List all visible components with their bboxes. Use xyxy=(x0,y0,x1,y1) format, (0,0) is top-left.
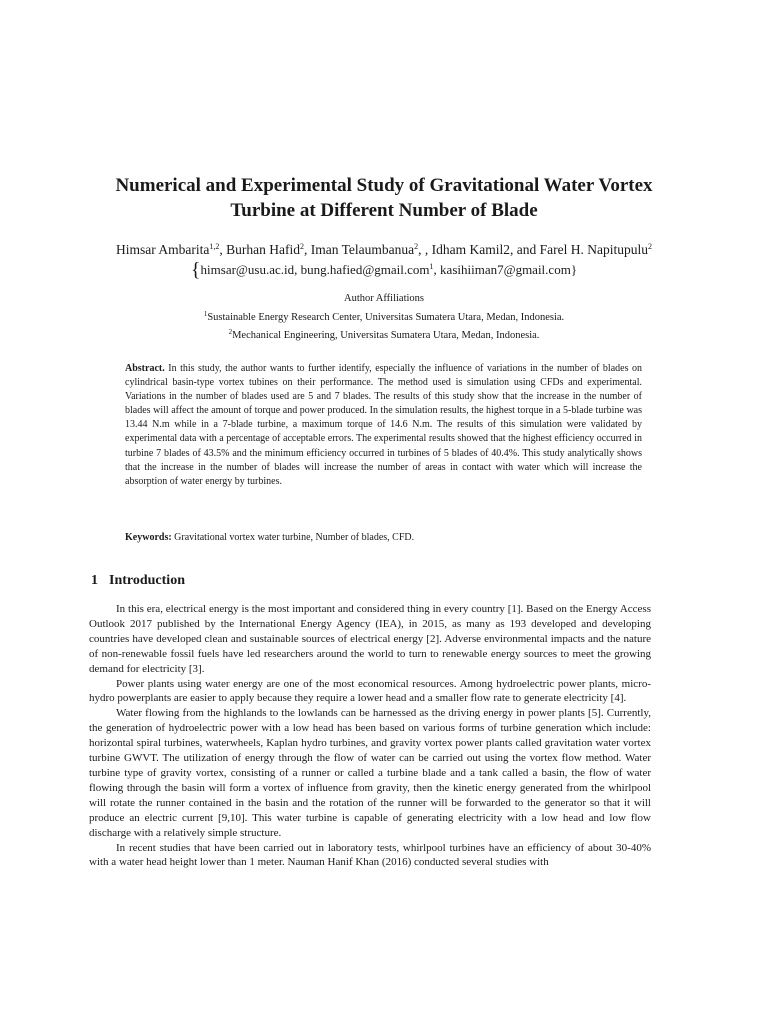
author-name: Idham Kamil2 xyxy=(431,242,510,257)
affiliation-text: Sustainable Energy Research Center, Universitas Sumatera Utara, Medan, Indonesia. xyxy=(207,311,565,323)
body-text xyxy=(89,602,651,870)
author-affiliation-mark: 2 xyxy=(299,242,304,251)
author-separator: , and xyxy=(510,242,540,257)
author-name: Iman Telaumbanua xyxy=(310,242,415,257)
author-affiliation-mark: 2 xyxy=(647,242,652,251)
body-paragraph: Water flowing from the highlands to the lowlands can be harnessed as the driving energy in power plants [5]. Currently, the generation of hydroelectric power with a low head has been based on various forms of turbine generation which include: horizontal spiral turbines, waterwheels, Kaplan hydro turbines, and gravity vortex power plants called gravitation water vortex turbine GWVT. The utilization of energy through the flow of water can be carried out using the vortex flow method. Water turbine type of gravity vortex, consisting of a runner or called a turbine blade and a tank called a basin, the flow of water flowing through the basin will form a vortex of influence from gravity, then the kinetic energy generated from the whirlpool will rotate the runner contained in the basin and the rotation of the runner will be forwarded to the generator so that it will produce an electric current [9,10]. This water turbine is capable of generating electricity with a low head and low flow discharge with a relatively simple structure. xyxy=(89,707,651,839)
email-text-2: , kasihiiman7@gmail.com xyxy=(433,262,571,277)
body-paragraph: In this era, electrical energy is the most important and considered thing in every country [1]. Based on the Energy Access Outlook 2017 published by the International Energy Agency (IEA), in 2015, as many as 193 developed and developing countries have developed clean and sustainable sources of electrical energy [2]. Adverse environmental impacts and the nature of non-renewable fossil fuels have led researchers around the world to turn to renewable energy sources to meet the growing demand for electricity [3]. xyxy=(89,603,651,675)
email-text: himsar@usu.ac.id, bung.hafied@gmail.com xyxy=(200,262,430,277)
email-brace-close: } xyxy=(570,262,578,277)
keywords-label: Keywords: xyxy=(125,532,172,543)
email-affiliation-mark: 1 xyxy=(429,262,434,271)
affiliation-text: Mechanical Engineering, Universitas Sumatera Utara, Medan, Indonesia. xyxy=(232,330,540,341)
affiliation-mark: 2 xyxy=(228,328,233,336)
section-heading xyxy=(91,572,185,590)
affiliation-item xyxy=(40,307,728,326)
author-affiliation-mark: 2 xyxy=(414,242,419,251)
affiliation-mark: 1 xyxy=(203,309,208,318)
keywords xyxy=(125,531,642,545)
author-name: Burhan Hafid xyxy=(226,242,300,257)
author-separator: , xyxy=(219,242,227,257)
section-number: 1 xyxy=(91,573,98,588)
author-separator: , xyxy=(303,242,311,257)
author-separator: , , xyxy=(418,242,432,257)
email-brace-open: { xyxy=(190,259,201,281)
abstract xyxy=(125,362,642,489)
keywords-text: Gravitational vortex water turbine, Number of blades, CFD. xyxy=(171,532,415,543)
abstract-label: Abstract. xyxy=(125,363,165,374)
paper-title-line-1: Numerical and Experimental Study of Gravitational Water Vortex xyxy=(115,175,653,196)
affiliation-item xyxy=(40,325,728,344)
abstract-text: In this study, the author wants to further identify, especially the influence of variations in the number of blades on cylindrical basin-type vortex tubines on their performance. The method used is simulation using CFDs and experimental. Variations in the number of blades used are 5 and 7 blades. The results of this study show that the increase in the number of blades will affect the amount of torque and power produced. In the simulation results, the highest torque in a 5-blade turbine was 13.44 N.m while in a 7-blade turbine, a maximum torque of 14.6 N.m. The results of this simulation were validated by experimental data with a percentage of acceptable errors. The experimental results showed that the highest efficiency occurred in turbine 7 blades of 43.5% and the minimum efficiency occurred in turbines of 5 blades of 40.4%. This study analytically shows that the increase in the number of blades will increase the number of areas in contact with water which will increase the absorption of water energy by turbines. xyxy=(125,363,642,487)
paper-title xyxy=(60,173,708,223)
section-title: Introduction xyxy=(109,573,185,588)
author-affiliation-mark: 1,2 xyxy=(209,242,220,251)
affiliations-heading: Author Affiliations xyxy=(343,293,424,304)
author-name: Himsar Ambarita xyxy=(116,242,210,257)
body-paragraph: In recent studies that have been carried out in laboratory tests, whirlpool turbines have an efficiency of about 30-40% with a water head height lower than 1 meter. Nauman Hanif Khan (2016) conducted several studies with xyxy=(89,841,651,869)
author-affiliations xyxy=(40,292,728,344)
author-name: Farel H. Napitupulu xyxy=(539,242,648,257)
author-emails xyxy=(40,258,728,279)
paper-title-line-2: Turbine at Different Number of Blade xyxy=(230,200,538,221)
author-list xyxy=(40,239,728,258)
body-paragraph: Power plants using water energy are one of the most economical resources. Among hydroelectric power plants, micro-hydro powerplants are easier to apply because they require a lower head and a smaller flow rate to generate electricity [4]. xyxy=(89,677,651,705)
